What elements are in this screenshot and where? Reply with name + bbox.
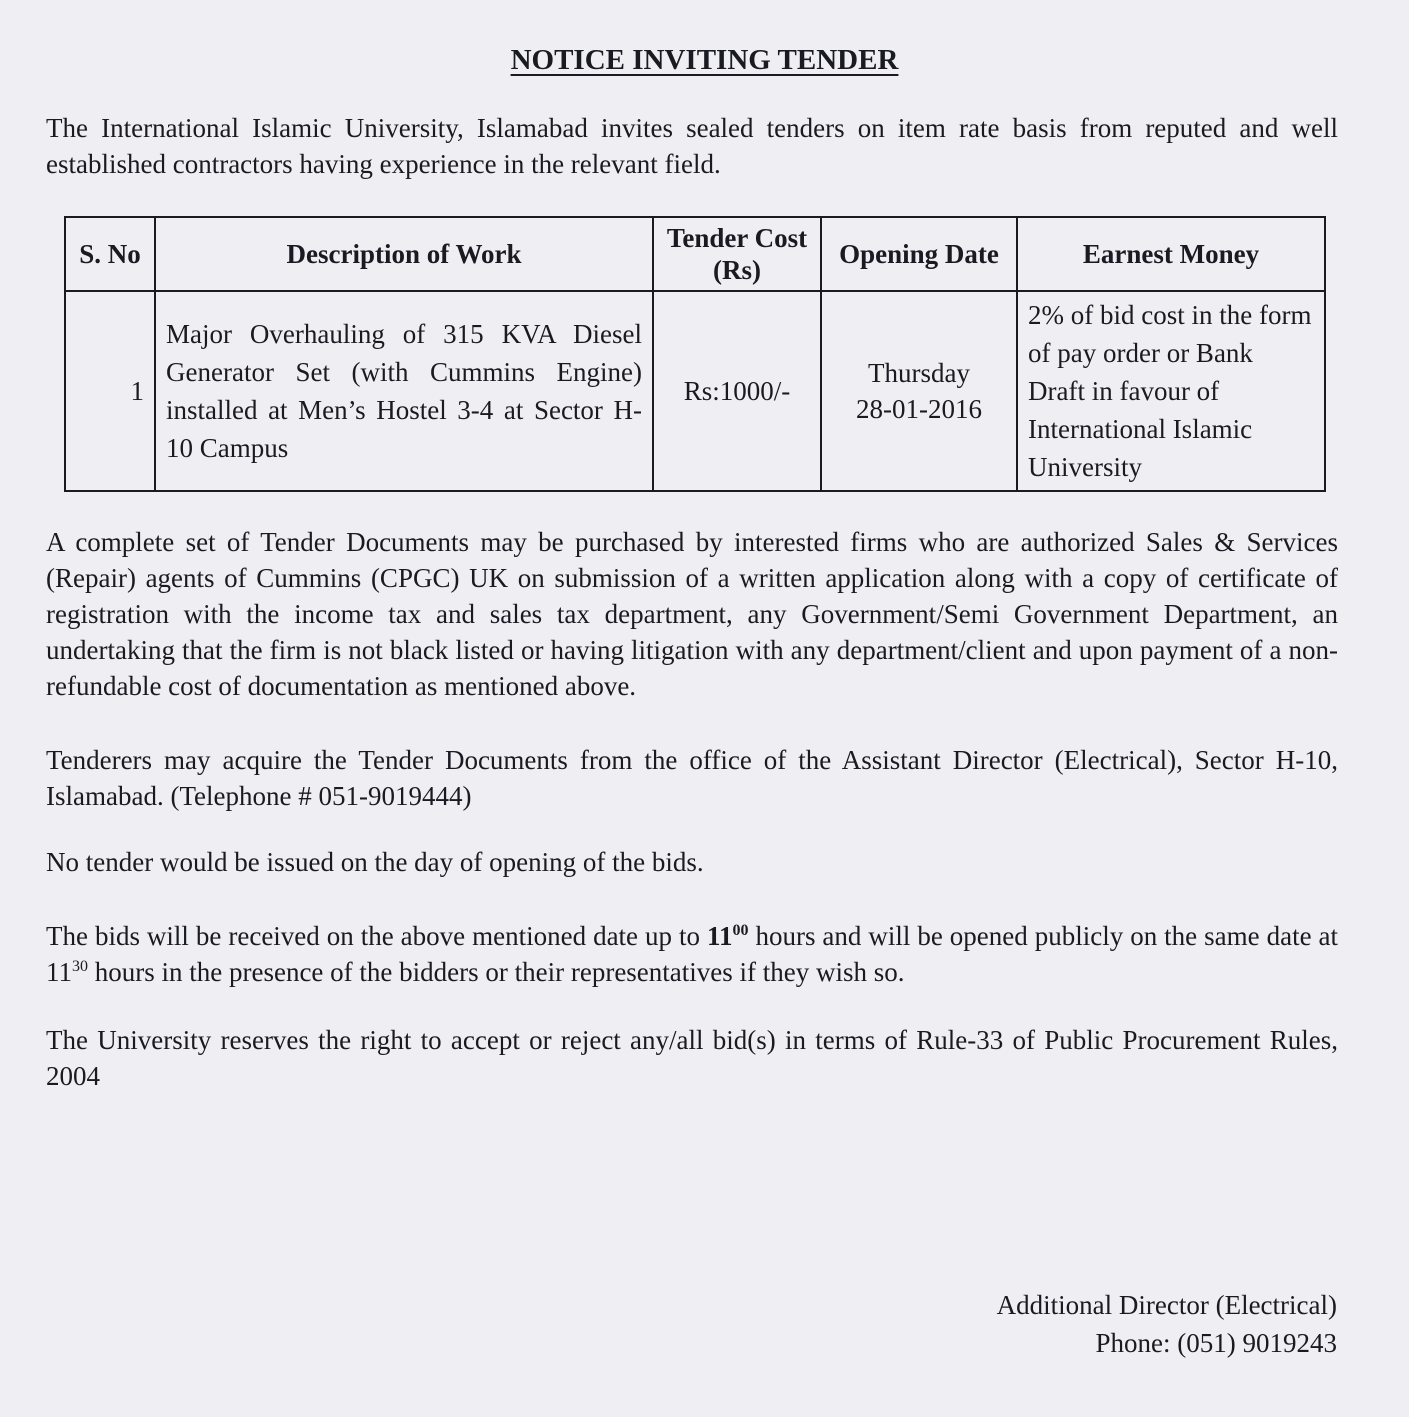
cell-opening-date bbox=[821, 291, 1017, 491]
cell-description: Major Overhauling of 315 KVA Diesel Generator Set (with Cummins Engine) installed at Men’s Hostel 3-4 at Sector H-10 Campus bbox=[155, 291, 653, 491]
table-header-row bbox=[65, 217, 1325, 291]
opening-day: Thursday bbox=[868, 358, 970, 388]
opening-time: $11^{30}$ bbox=[46, 957, 88, 987]
bids-text-part2: hours and will be opened publicly on the same date at bbox=[748, 921, 1339, 951]
cell-earnest-money: 2% of bid cost in the form of pay order or Bank Draft in favour of International Islamic University bbox=[1017, 291, 1325, 491]
signature-block bbox=[997, 1286, 1337, 1362]
header-description: Description of Work bbox=[155, 217, 653, 291]
receive-time: $11^{00}$ bbox=[706, 921, 749, 951]
bids-text-part1: The bids will be received on the above mentioned date up to bbox=[46, 921, 707, 951]
header-earnest-money: Earnest Money bbox=[1017, 217, 1325, 291]
bids-text-part3: hours in the presence of the bidders or their representatives if they wish so. bbox=[88, 957, 905, 987]
no-issue-paragraph: No tender would be issued on the day of opening of the bids. bbox=[46, 847, 704, 877]
notice-title: NOTICE INVITING TENDER bbox=[510, 44, 899, 76]
signatory-designation: Additional Director (Electrical) bbox=[996, 1290, 1337, 1320]
signatory-phone: Phone: (051) 9019243 bbox=[1095, 1328, 1337, 1358]
header-tender-cost: Tender Cost (Rs) bbox=[653, 217, 821, 291]
rights-paragraph: The University reserves the right to accept or reject any/all bid(s) in terms of Rule-33 of Public Procurement Rules, 2004 bbox=[46, 1025, 1338, 1091]
acquire-paragraph: Tenderers may acquire the Tender Documents from the office of the Assistant Director (Electrical), Sector H-10, Islamabad. (Telephone # 051-9019444) bbox=[46, 745, 1338, 811]
cell-serial-no: 1 bbox=[65, 291, 155, 491]
tender-table bbox=[64, 216, 1326, 492]
header-opening-date: Opening Date bbox=[821, 217, 1017, 291]
bids-paragraph bbox=[46, 918, 1338, 990]
opening-date-value: 28-01-2016 bbox=[856, 394, 982, 424]
documents-paragraph: A complete set of Tender Documents may be purchased by interested firms who are authorized Sales & Services (Repair) agents of Cummins (CPGC) UK on submission of a written application along with a copy of certificate of registration with the income tax and sales tax department, any Government/Semi Government Department, an undertaking that the firm is not black listed or having litigation with any department/client and upon payment of a non-refundable cost of documentation as mentioned above. bbox=[46, 527, 1338, 701]
intro-paragraph: The International Islamic University, Islamabad invites sealed tenders on item rate basis from reputed and well established contractors having experience in the relevant field. bbox=[46, 113, 1338, 179]
table-row bbox=[65, 291, 1325, 491]
header-serial-no: S. No bbox=[65, 217, 155, 291]
cell-tender-cost: Rs:1000/- bbox=[653, 291, 821, 491]
